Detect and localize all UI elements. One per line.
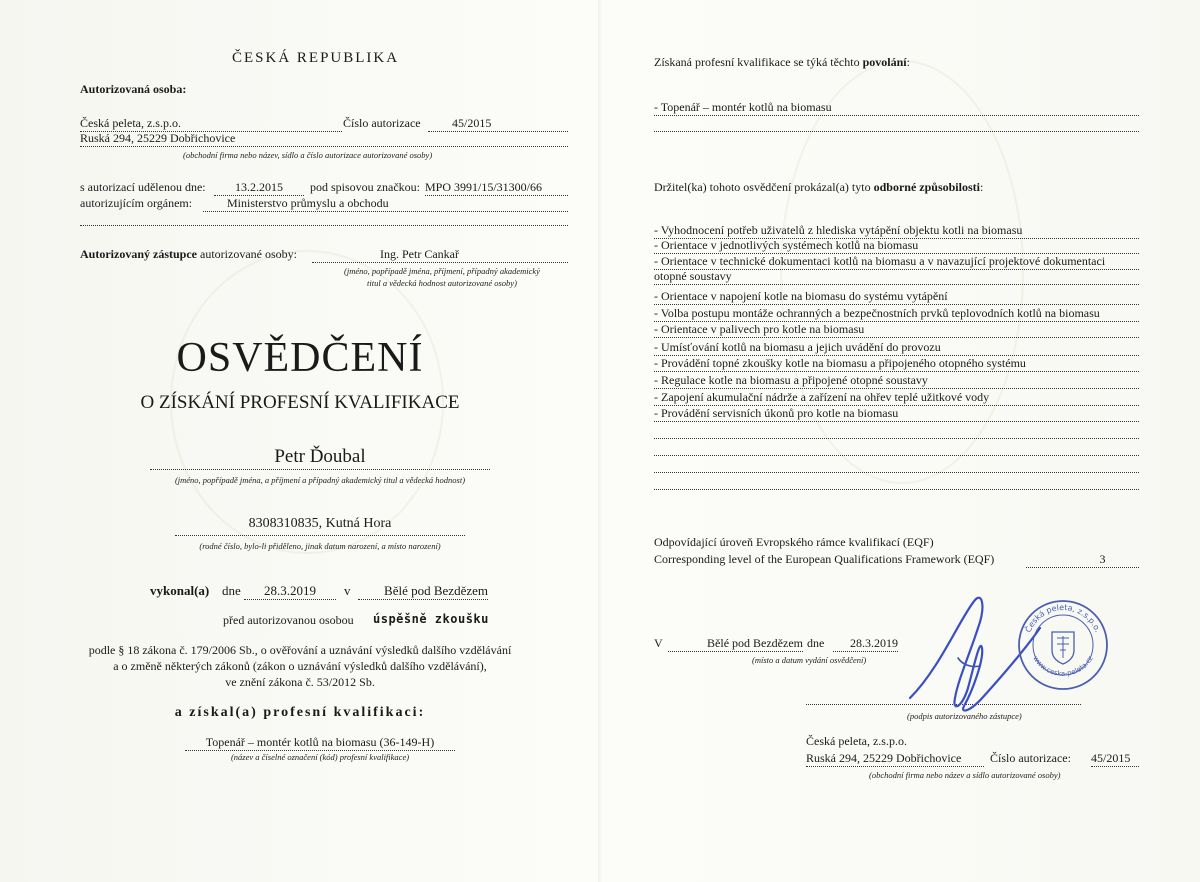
- skill-item: - Umísťování kotlů na biomasu a jejich uvádění do provozu: [654, 340, 1139, 356]
- law-line-2: a o změně některých zákonů (zákon o uznávání výsledků dalšího vzdělávání),: [113, 659, 487, 673]
- organization-stamp: [1016, 598, 1110, 692]
- qualification-caption: (název a číselné označení (kód) profesní kvalifikace): [230, 752, 410, 762]
- rep-caption-1: (jméno, popřípadě jména, příjmení, případný akademický: [344, 266, 540, 276]
- issued-v-label: V: [654, 636, 663, 650]
- rep-caption-2: titul a vědecká hodnost autorizované osoby): [367, 278, 517, 288]
- skill-item: - Provádění topné zkoušky kotle na biomasu a připojeného otopného systému: [654, 356, 1139, 372]
- skill-item: - Orientace v palivech pro kotle na biomasu: [654, 322, 1139, 338]
- rep-label-rest: autorizované osoby:: [200, 247, 297, 261]
- passed-text: úspěšně zkoušku: [373, 612, 489, 626]
- qualification-name: Topenář – montér kotlů na biomasu (36-149-H): [185, 735, 455, 751]
- page-fold: [598, 0, 602, 882]
- skills-blank-line: [654, 423, 1139, 439]
- issued-caption: (místo a datum vydání osvědčení): [752, 655, 867, 665]
- holder-name-line: [150, 469, 490, 470]
- granted-label: s autorizací udělenou dne:: [80, 180, 206, 194]
- document-subtitle: O ZÍSKÁNÍ PROFESNÍ KVALIFIKACE: [140, 392, 460, 413]
- law-line-3: ve znění zákona č. 53/2012 Sb.: [225, 675, 375, 689]
- firm-caption: (obchodní firma nebo název, sídlo a číslo autorizace autorizované osoby): [183, 150, 433, 160]
- skills-intro: Držitel(ka) tohoto osvědčení prokázal(a) tyto odborné způsobilosti:: [654, 180, 984, 194]
- auth-number-label: Číslo autorizace: [343, 116, 421, 130]
- issued-on-label: dne: [807, 636, 825, 650]
- right-firm-name: Česká peleta, z.s.p.o.: [806, 734, 907, 748]
- country-heading: ČESKÁ REPUBLIKA: [232, 50, 400, 66]
- profession-intro-text: Získaná profesní kvalifikace se týká těchto: [654, 55, 860, 69]
- birth-info: 8308310835, Kutná Hora: [248, 516, 392, 531]
- issued-date: 28.3.2019: [833, 636, 898, 652]
- holder-caption: (jméno, popřípadě jména, a příjmení a případný akademický titul a vědecká hodnost): [174, 475, 466, 485]
- eqf-en-label: Corresponding level of the European Qualifications Framework (EQF): [654, 552, 995, 566]
- right-firm-caption: (obchodní firma nebo název a sídlo autorizované osoby): [869, 770, 1061, 780]
- eqf-cz-label: Odpovídající úroveň Evropského rámce kvalifikací (EQF): [654, 535, 934, 549]
- firm-address: Ruská 294, 25229 Dobřichovice: [80, 131, 568, 147]
- stamp-text-top: Česká peleta, z.s.p.o.: [1023, 602, 1103, 634]
- skill-item: - Zapojení akumulační nádrže a zařízení na ohřev teplé užitkové vody: [654, 390, 1139, 406]
- skill-item: - Regulace kotle na biomasu a připojené otopné soustavy: [654, 373, 1139, 389]
- skill-item: - Orientace v technické dokumentaci kotlů na biomasu a v navazující projektové dokumentaci: [654, 254, 1139, 270]
- birth-caption: (rodné číslo, bylo-li přiděleno, jinak datum narození, a místo narození): [199, 541, 441, 551]
- skills-blank-line: [654, 440, 1139, 456]
- law-line-1: podle § 18 zákona č. 179/2006 Sb., o ověřování a uznávání výsledků dalšího vzdělávání: [88, 643, 512, 657]
- birth-info-line: [175, 535, 465, 536]
- firm-name: Česká peleta, z.s.p.o.: [80, 116, 342, 132]
- issued-place: Bělé pod Bezdězem: [668, 636, 803, 652]
- before-text: před autorizovanou osobou: [223, 613, 354, 627]
- skills-intro-bold: odborné způsobilosti: [873, 180, 980, 194]
- profession-intro-bold: povolání: [862, 55, 907, 69]
- rep-label: [80, 247, 297, 262]
- granted-date: 13.2.2015: [214, 180, 304, 196]
- document-title: OSVĚDČENÍ: [176, 335, 424, 381]
- authority: Ministerstvo průmyslu a obchodu: [203, 196, 568, 212]
- skill-item: - Orientace v jednotlivých systémech kotlů na biomasu: [654, 238, 1139, 254]
- file-label: pod spisovou značkou:: [310, 180, 420, 194]
- performed-label: vykonal(a): [150, 583, 210, 598]
- in-label: v: [344, 583, 351, 598]
- holder-name: Petr Ďoubal: [274, 446, 366, 467]
- skills-intro-text: Držitel(ka) tohoto osvědčení prokázal(a) tyto: [654, 180, 871, 194]
- eqf-level: 3: [1026, 552, 1139, 568]
- skills-blank-line: [654, 457, 1139, 473]
- authority-label: autorizujícím orgánem:: [80, 196, 193, 210]
- right-auth-label: Číslo autorizace:: [990, 751, 1071, 765]
- exam-date: 28.3.2019: [244, 583, 336, 600]
- right-firm-address: Ruská 294, 25229 Dobřichovice: [806, 751, 984, 767]
- on-label: dne: [222, 583, 241, 598]
- authorized-person-label: Autorizovaná osoba:: [80, 82, 187, 96]
- skill-item: otopné soustavy: [654, 269, 1139, 285]
- profession-blank-line: [654, 116, 1139, 132]
- rep-name: Ing. Petr Cankař: [312, 247, 568, 263]
- profession-intro: Získaná profesní kvalifikace se týká těchto povolání:: [654, 55, 910, 69]
- profession-item: - Topenář – montér kotlů na biomasu: [654, 100, 1139, 116]
- exam-place: Bělé pod Bezdězem: [358, 583, 488, 600]
- auth-number: 45/2015: [428, 116, 568, 132]
- acquired-heading: a získal(a) profesní kvalifikaci:: [174, 705, 426, 720]
- rep-label-bold: Autorizovaný zástupce: [80, 247, 197, 261]
- skill-item: - Volba postupu montáže ochranných a bezpečnostních prvků teplovodních kotlů na biomasu: [654, 306, 1139, 322]
- right-auth-number: 45/2015: [1091, 751, 1139, 767]
- stamp-text-bottom: www.ceska-peleta.cz: [1031, 654, 1095, 678]
- svg-text:Česká peleta, z.s.p.o.: [1022, 603, 1103, 634]
- signature-caption: (podpis autorizovaného zástupce): [907, 711, 1022, 721]
- skill-item: - Provádění servisních úkonů pro kotle na biomasu: [654, 406, 1139, 422]
- skills-blank-line: [654, 474, 1139, 490]
- blank-line: [80, 213, 568, 226]
- skill-item: - Vyhodnocení potřeb uživatelů z hlediska vytápění objektu kotli na biomasu: [654, 223, 1139, 239]
- file-number: MPO 3991/15/31300/66: [425, 180, 568, 196]
- skill-item: - Orientace v napojení kotle na biomasu do systému vytápění: [654, 289, 1139, 305]
